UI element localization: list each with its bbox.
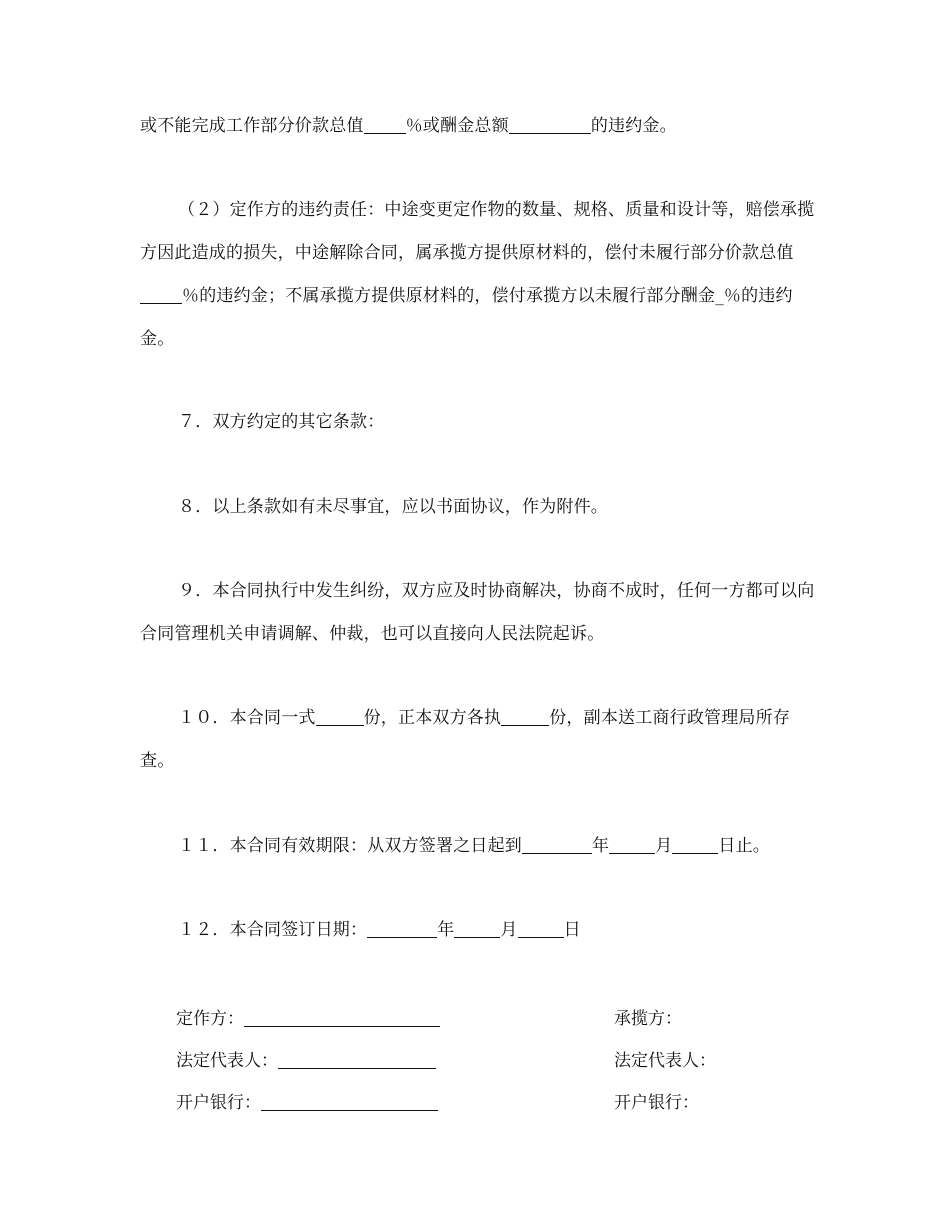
text-segment: 日 bbox=[563, 920, 581, 940]
text-segment: 的违约金。 bbox=[590, 116, 677, 136]
text-segment: （２）定作方的违约责任：中途变更定作物的数量、规格、质量和设计等，赔偿承揽方因此造成的损失，中途解除合同，属承揽方提供原材料的，偿付未履行部分价款总值 bbox=[140, 200, 815, 263]
fill-blank-day[interactable] bbox=[672, 835, 718, 854]
fill-blank-year[interactable] bbox=[522, 835, 592, 854]
paragraph-penalty-continued bbox=[140, 105, 816, 148]
signature-line[interactable] bbox=[244, 1008, 440, 1027]
clause-12 bbox=[140, 909, 816, 952]
signature-label: 法定代表人： bbox=[176, 1051, 278, 1071]
signature-label: 开户银行： bbox=[176, 1093, 261, 1113]
fill-blank[interactable] bbox=[140, 285, 182, 304]
text-segment: 年 bbox=[437, 920, 455, 940]
text-segment: 日止。 bbox=[718, 836, 771, 856]
text-segment: １１．本合同有效期限：从双方签署之日起到 bbox=[178, 836, 522, 856]
fill-blank-month[interactable] bbox=[454, 919, 500, 938]
fill-blank[interactable] bbox=[509, 115, 591, 134]
signature-bank-right: 开户银行： bbox=[614, 1093, 699, 1113]
fill-blank-day[interactable] bbox=[518, 919, 564, 938]
signature-legal-rep-left bbox=[176, 1049, 436, 1073]
signature-line[interactable] bbox=[278, 1050, 436, 1069]
signature-legal-rep-right: 法定代表人： bbox=[614, 1051, 716, 1071]
clause-7: ７．双方约定的其它条款： bbox=[178, 412, 385, 432]
clause-10 bbox=[140, 697, 816, 783]
text-segment: 或不能完成工作部分价款总值 bbox=[140, 116, 364, 136]
text-segment: １２．本合同签订日期： bbox=[178, 920, 368, 940]
text-segment: 月 bbox=[655, 836, 673, 856]
signature-line[interactable] bbox=[261, 1092, 438, 1111]
signature-label: 定作方： bbox=[176, 1009, 244, 1029]
clause-8: ８．以上条款如有未尽事宜，应以书面协议，作为附件。 bbox=[178, 497, 608, 517]
text-segment: ％或酬金总额 bbox=[405, 116, 509, 136]
text-segment: 年 bbox=[592, 836, 610, 856]
paragraph-commissioner-liability bbox=[140, 189, 816, 361]
fill-blank[interactable] bbox=[364, 115, 406, 134]
signature-commissioner bbox=[176, 1007, 440, 1031]
fill-blank-month[interactable] bbox=[609, 835, 655, 854]
text-segment: 份，正本双方各执 bbox=[363, 708, 502, 728]
text-segment: 月 bbox=[500, 920, 518, 940]
fill-blank-year[interactable] bbox=[367, 919, 437, 938]
signature-bank-left bbox=[176, 1091, 438, 1115]
fill-blank[interactable] bbox=[316, 707, 364, 726]
clause-11 bbox=[140, 825, 816, 868]
text-segment: ％的违约金；不属承揽方提供原材料的，偿付承揽方以未履行部分酬金_ bbox=[182, 286, 724, 306]
clause-9: ９．本合同执行中发生纠纷，双方应及时协商解决，协商不成时，任何一方都可以向合同管理机关申请调解、仲裁，也可以直接向人民法院起诉。 bbox=[140, 581, 815, 644]
text-segment: ％的违约金。 bbox=[140, 286, 793, 349]
text-segment: １０．本合同一式 bbox=[178, 708, 316, 728]
text-segment: 份，副本送工商行政管理局所存查。 bbox=[140, 708, 791, 771]
signature-contractor: 承揽方： bbox=[614, 1009, 682, 1029]
fill-blank[interactable] bbox=[501, 707, 549, 726]
